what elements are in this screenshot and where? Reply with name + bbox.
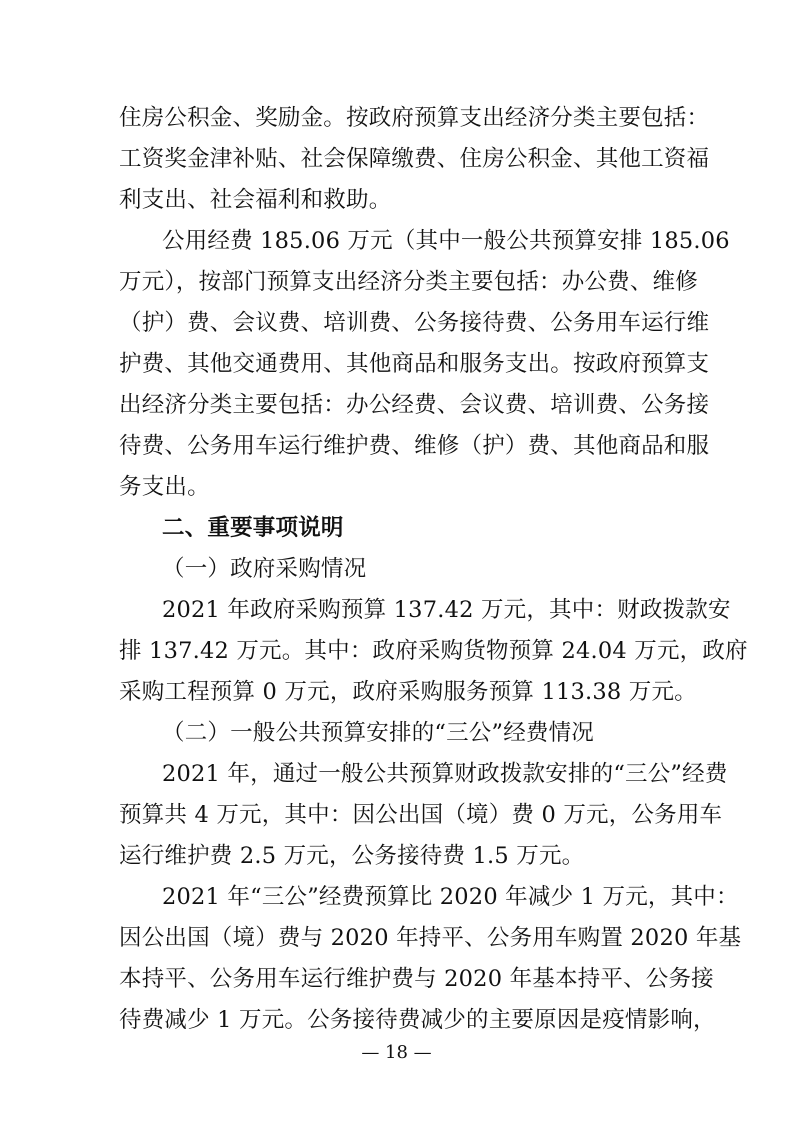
page-number: — 18 — bbox=[361, 1042, 432, 1063]
paragraph-line: 本持平、公务用车运行维护费与 2020 年基本持平、公务接 bbox=[119, 966, 714, 992]
paragraph-line: 2021 年政府采购预算 137.42 万元，其中：财政拨款安 bbox=[162, 597, 731, 623]
paragraph-line: 工资奖金津补贴、社会保障缴费、住房公积金、其他工资福 bbox=[119, 146, 710, 172]
paragraph-line: 务支出。 bbox=[119, 474, 210, 500]
paragraph-line: 采购工程预算 0 万元，政府采购服务预算 113.38 万元。 bbox=[119, 679, 697, 705]
subsection-heading: （一）政府采购情况 bbox=[162, 556, 367, 582]
paragraph-line: 2021 年，通过一般公共预算财政拨款安排的“三公”经费 bbox=[162, 761, 728, 787]
paragraph-line: 住房公积金、奖励金。按政府预算支出经济分类主要包括： bbox=[119, 105, 710, 131]
paragraph-line: 因公出国（境）费与 2020 年持平、公务用车购置 2020 年基 bbox=[119, 925, 742, 951]
paragraph-line: 排 137.42 万元。其中：政府采购货物预算 24.04 万元，政府 bbox=[119, 638, 748, 664]
paragraph-line: 待费、公务用车运行维护费、维修（护）费、其他商品和服 bbox=[119, 433, 710, 459]
section-heading: 二、重要事项说明 bbox=[162, 515, 344, 541]
paragraph-line: 预算共 4 万元，其中：因公出国（境）费 0 万元，公务用车 bbox=[119, 802, 723, 828]
paragraph-line: 公用经费 185.06 万元（其中一般公共预算安排 185.06 bbox=[162, 228, 730, 254]
paragraph-line: 出经济分类主要包括：办公经费、会议费、培训费、公务接 bbox=[119, 392, 710, 418]
paragraph-line: 运行维护费 2.5 万元，公务接待费 1.5 万元。 bbox=[119, 843, 585, 869]
paragraph-line: 护费、其他交通费用、其他商品和服务支出。按政府预算支 bbox=[119, 351, 710, 377]
paragraph-line: 利支出、社会福利和救助。 bbox=[119, 187, 392, 213]
paragraph-line: 万元），按部门预算支出经济分类主要包括：办公费、维修 bbox=[119, 269, 698, 295]
paragraph-line: （护）费、会议费、培训费、公务接待费、公务用车运行维 bbox=[119, 310, 710, 336]
paragraph-line: 待费减少 1 万元。公务接待费减少的主要原因是疫情影响， bbox=[119, 1007, 716, 1033]
subsection-heading: （二）一般公共预算安排的“三公”经费情况 bbox=[162, 720, 595, 746]
paragraph-line: 2021 年“三公”经费预算比 2020 年减少 1 万元，其中： bbox=[162, 884, 739, 910]
